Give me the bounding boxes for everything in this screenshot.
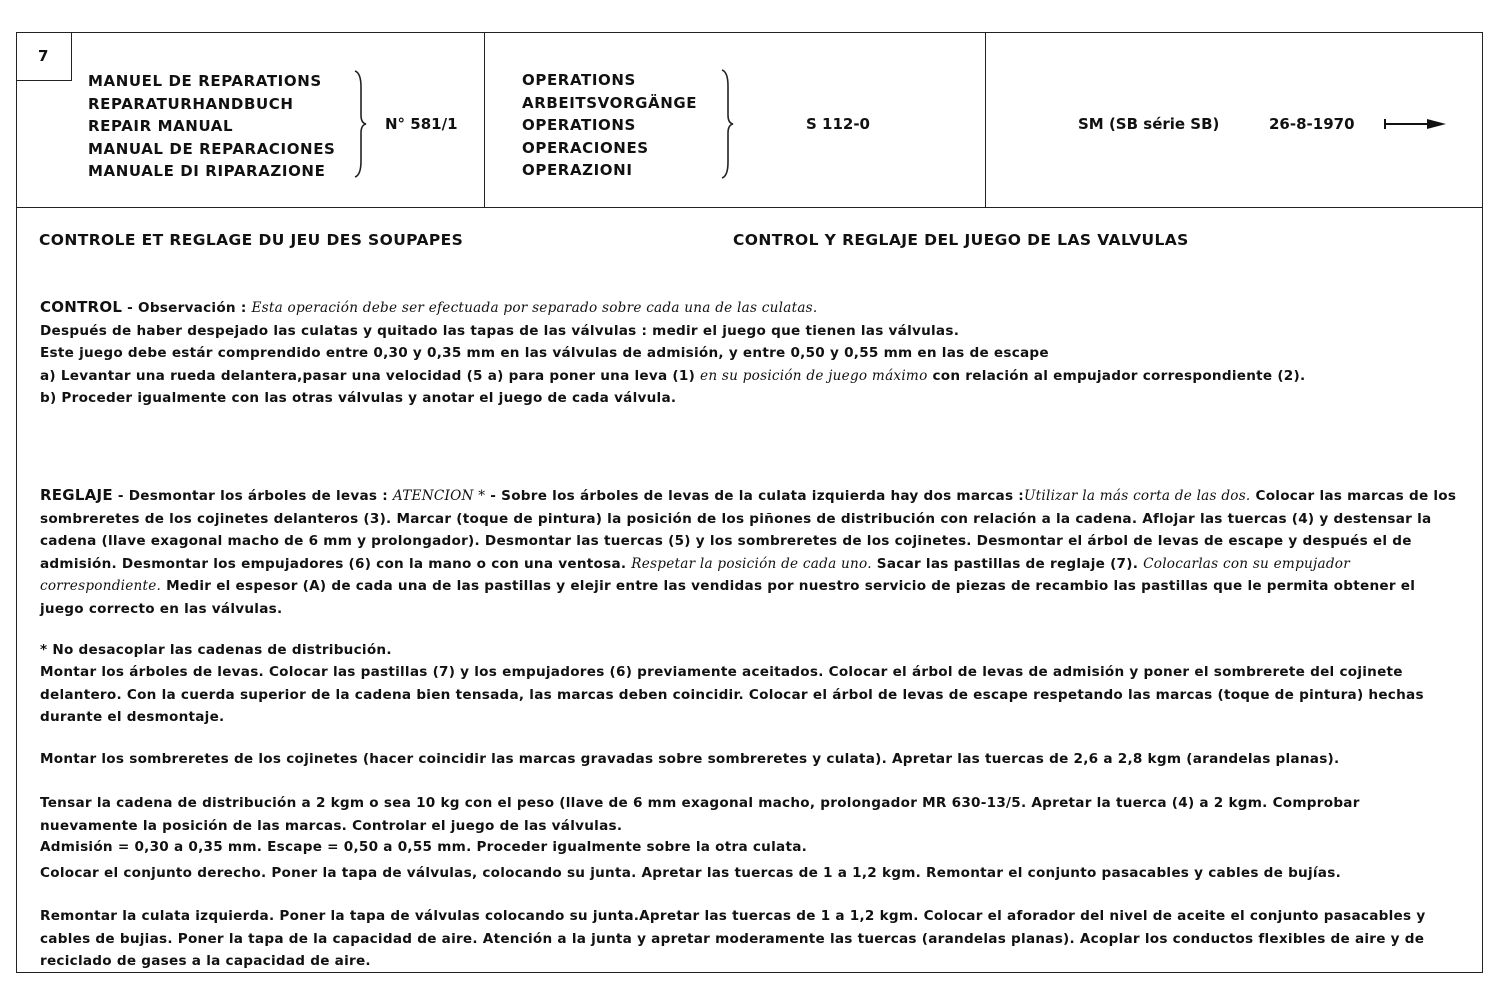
reglaje-italic: Respetar la posición de cada uno. <box>631 555 872 572</box>
header-divider <box>484 33 485 208</box>
paragraph-admision: Admisión = 0,30 a 0,35 mm. Escape = 0,50 a 0,55 mm. Proceder igualmente sobre la otra culata. <box>40 839 808 855</box>
reglaje-text: - Sobre los árboles de levas de la culata izquierda hay dos marcas : <box>485 488 1024 504</box>
reglaje-text: Sacar las pastillas de reglaje (7). <box>871 555 1144 572</box>
control-sep: - Observación : <box>122 300 252 316</box>
operation-title-it: OPERAZIONI <box>522 161 633 179</box>
arrow-right-icon <box>1383 116 1449 132</box>
brace-icon <box>351 69 371 179</box>
reglaje-italic: ATENCION * <box>392 488 486 504</box>
brace-icon <box>718 68 738 180</box>
reglaje-text: Medir el espesor (A) de cada una de las pastillas y elejir entre las vendidas por nuestro servicio de piezas de recambio las pastillas que le permita obtener el juego correcto en las válvulas. <box>40 578 1416 617</box>
reglaje-text: - Desmontar los árboles de levas : <box>112 488 393 504</box>
reglaje-italic: Utilizar la más corta de las dos. <box>1023 488 1251 504</box>
manual-number: N° 581/1 <box>385 115 458 133</box>
reglaje-label: REGLAJE <box>40 486 113 504</box>
header-divider <box>985 33 986 208</box>
control-line: Después de haber despejado las culatas y quitado las tapas de las válvulas : medir el juego que tienen las válvulas. <box>40 322 960 339</box>
operation-code: S 112-0 <box>806 115 870 133</box>
control-step-a-italic: en su posición de juego máximo <box>700 367 928 384</box>
reglaje-italic: Colocarlas con su empujador correspondiente. <box>40 555 1350 594</box>
manual-title-fr: MANUEL DE REPARATIONS <box>88 72 322 90</box>
manual-title-de: REPARATURHANDBUCH <box>88 94 294 113</box>
title-spanish: CONTROL Y REGLAJE DEL JUEGO DE LAS VALVULAS <box>733 231 1189 249</box>
reglaje-section <box>40 484 1462 620</box>
paragraph-tensar: Tensar la cadena de distribución a 2 kgm o sea 10 kg con el peso (llave de 6 mm exagonal macho, prolongador MR 630-13/5. Apretar la tuerca (4) a 2 kgm. Comprobar nuevamente la posición de las marcas. Controlar el juego de las válvulas. <box>40 795 1360 834</box>
manual-title-en: REPAIR MANUAL <box>88 117 234 135</box>
manual-title-it: MANUALE DI RIPARAZIONE <box>88 162 326 180</box>
control-note: Esta operación debe ser efectuada por separado sobre cada una de las culatas. <box>251 300 818 316</box>
page-frame <box>16 32 1483 973</box>
revision-date: 26-8-1970 <box>1269 115 1355 133</box>
operation-title-fr: OPERATIONS <box>522 71 636 89</box>
operation-title-de: ARBEITSVORGÄNGE <box>522 93 698 112</box>
paragraph-sombreretes: Montar los sombreretes de los cojinetes (hacer coincidir las marcas gravadas sobre sombreretes y culata). Apretar las tuercas de 2,6 a 2,8 kgm (arandelas planas). <box>40 751 1340 767</box>
reglaje-text: Colocar las marcas de los sombreretes de los cojinetes delanteros (3). Marcar (toque de pintura) la posición de los piñones de distribución con relación a la cadena. Aflojar las tuercas (4) y destensar la cadena (llave exagonal macho de 6 mm y prolongador). Desmontar las tuercas (5) y los sombreretes de los cojinetes. Desmontar el árbol de levas de escape y después el de admisión. Desmontar los empujadores (6) con la mano o con una ventosa. <box>40 488 1457 572</box>
title-french: CONTROLE ET REGLAGE DU JEU DES SOUPAPES <box>39 231 464 249</box>
operation-titles <box>522 69 697 182</box>
paragraph-derecho: Colocar el conjunto derecho. Poner la tapa de válvulas, colocando su junta. Apretar las tuercas de 1 a 1,2 kgm. Remontar el conjunto pasacables y cables de bujías. <box>40 865 1341 881</box>
document-header <box>17 33 1482 208</box>
control-label: CONTROL <box>40 298 123 316</box>
control-step-a: a) Levantar una rueda delantera,pasar una velocidad (5 a) para poner una leva (1) <box>40 367 701 384</box>
manual-title-es: MANUAL DE REPARACIONES <box>88 139 336 158</box>
paragraph-montar: Montar los árboles de levas. Colocar las pastillas (7) y los empujadores (6) previamente aceitados. Colocar el árbol de levas de admisión y poner el sombrerete del cojinete delantero. Con la cuerda superior de la cadena bien tensada, las marcas deben coincidir. Colocar el árbol de levas de escape respetando las marcas (toque de pintura) hechas durante el desmontaje. <box>40 664 1424 725</box>
operation-title-es: OPERACIONES <box>522 138 649 157</box>
model-label: SM (SB série SB) <box>1078 115 1220 133</box>
manual-titles <box>88 70 335 183</box>
paragraph-izquierda: Remontar la culata izquierda. Poner la tapa de válvulas colocando su junta.Apretar las tuercas de 1 a 1,2 kgm. Colocar el aforador del nivel de aceite el conjunto pasacables y cables de bujias. Poner la tapa de la capacidad de aire. Atención a la junta y apretar moderamente las tuercas (arandelas planas). Acoplar los conductos flexibles de aire y de reciclado de gases a la capacidad de aire. <box>40 908 1426 969</box>
control-step-b: b) Proceder igualmente con las otras válvulas y anotar el juego de cada válvula. <box>40 390 677 406</box>
note-asterisk: * No desacoplar las cadenas de distribución. <box>40 642 392 658</box>
control-section <box>40 296 1462 410</box>
control-line: Este juego debe estár comprendido entre 0,30 y 0,35 mm en las válvulas de admisión, y entre 0,50 y 0,55 mm en las de escape <box>40 345 1049 361</box>
control-step-a-end: con relación al empujador correspondiente (2). <box>927 367 1306 384</box>
operation-title-en: OPERATIONS <box>522 116 636 134</box>
page-number: 7 <box>17 33 72 81</box>
